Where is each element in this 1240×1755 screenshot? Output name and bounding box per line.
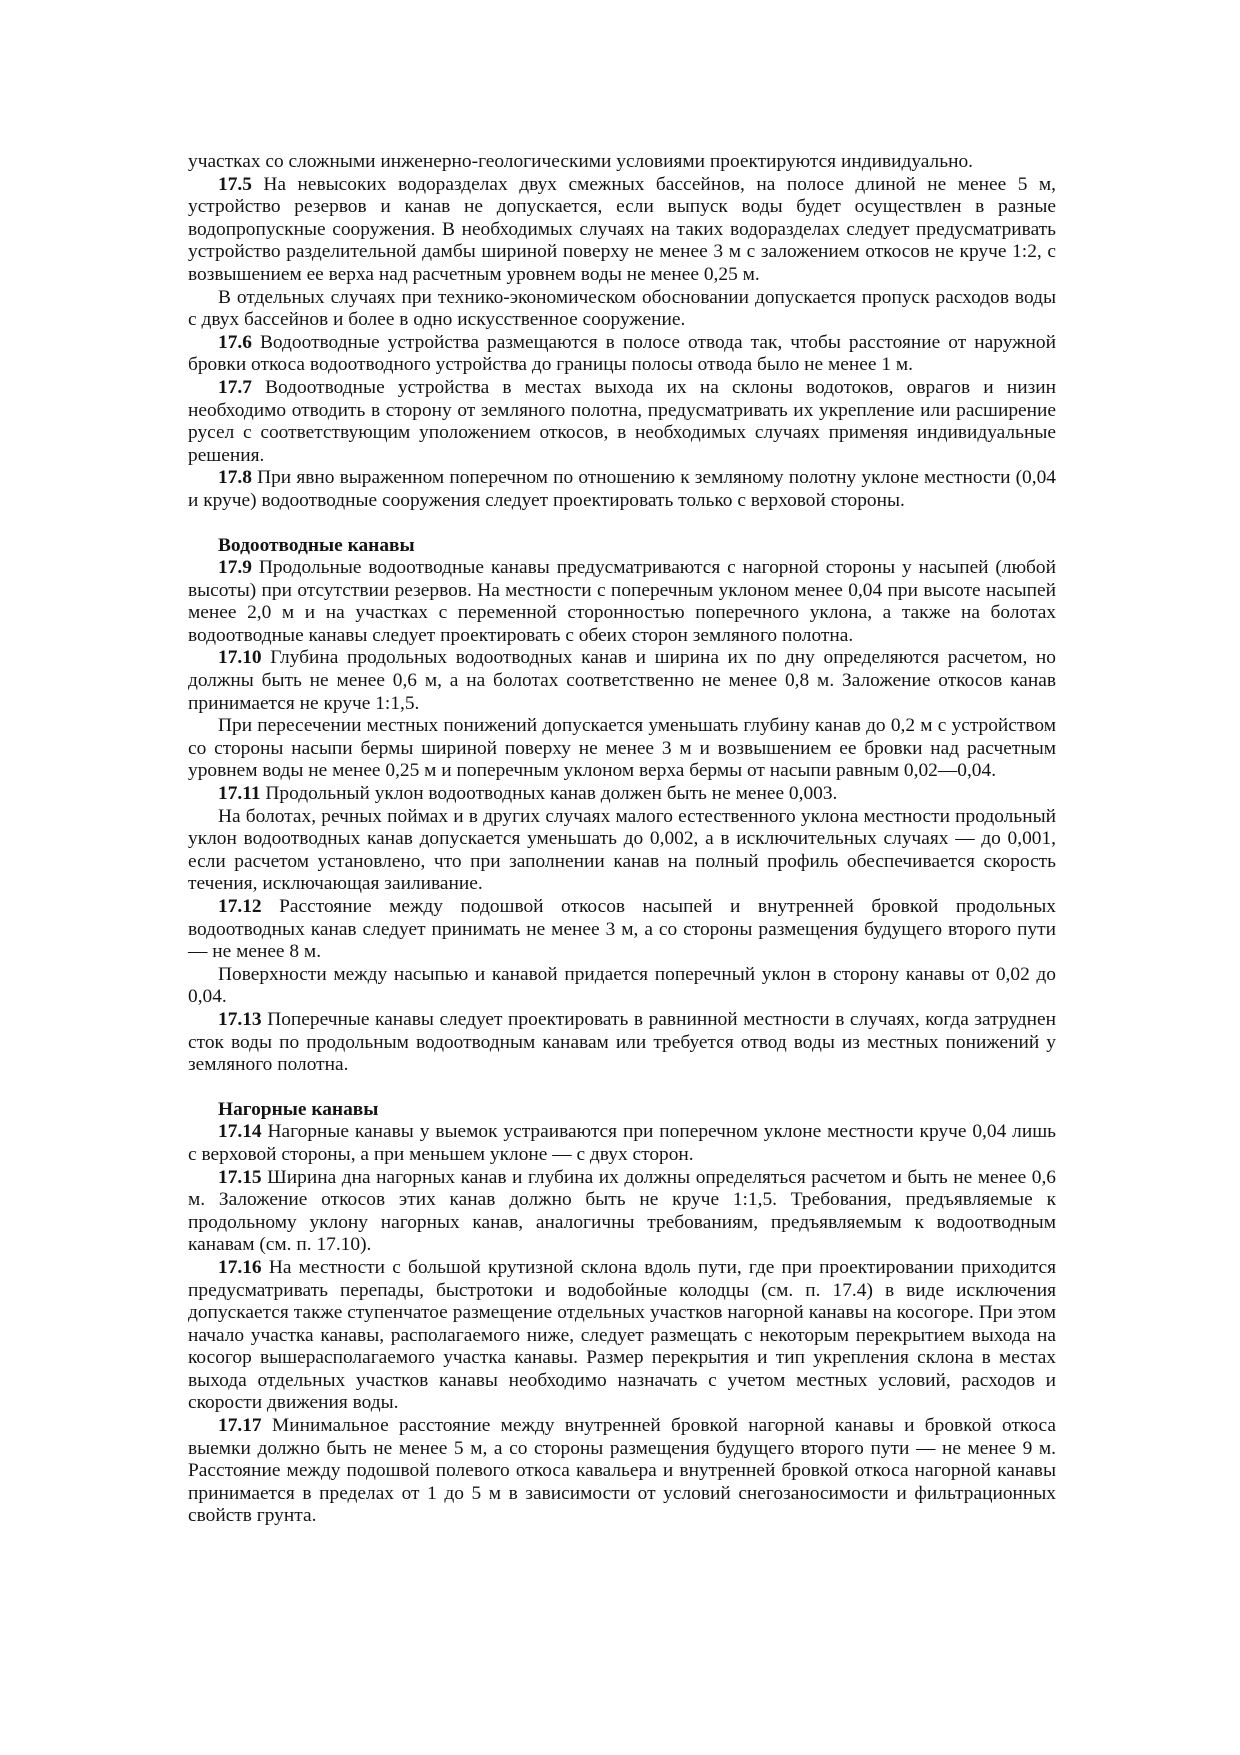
clause-number: 17.12 bbox=[218, 896, 262, 917]
clause-text: Расстояние между подошвой откосов насыпей и внутренней бровкой продольных водоотводных канав следует принимать не менее 3 м, а со стороны размещения будущего второго пути — не менее 8 м. bbox=[188, 896, 1056, 963]
clause-number: 17.9 bbox=[218, 557, 252, 579]
clause-number: 17.11 bbox=[218, 783, 261, 805]
clause-text: Водоотводные устройства размещаются в полосе отвода так, чтобы расстояние от наружной бровки откоса водоотводного устройства до границы полосы отвода было не менее 1 м. bbox=[188, 331, 1056, 376]
section-drainage-ditches bbox=[188, 557, 1056, 1077]
clause-text: Продольный уклон водоотводных канав должен быть не менее 0,003. bbox=[260, 783, 838, 805]
paragraph-17-12-cont bbox=[188, 964, 1056, 1009]
clause-text: Ширина дна нагорных канав и глубина их должны определяться расчетом и быть не менее 0,6 м. Заложение откосов этих канав должно быть не круче 1:1,5. Требования, предъявляемые к продольному уклону нагорных канав, аналогичны требованиям, предъявляемым к водоотводным канавам (см. п. 17.10). bbox=[188, 1166, 1056, 1256]
clause-number: 17.17 bbox=[218, 1415, 262, 1437]
paragraph-17-9 bbox=[188, 557, 1056, 647]
clause-number: 17.16 bbox=[218, 1256, 262, 1278]
paragraph-17-11 bbox=[188, 783, 1056, 806]
clause-text: Поперечные канавы следует проектировать в равнинной местности в случаях, когда затруднен сток воды по продольным водоотводным канавам или требуется отвод воды из местных понижений у земляного полотна. bbox=[188, 1008, 1056, 1076]
paragraph-17-12 bbox=[188, 896, 1056, 964]
document-page bbox=[188, 151, 1056, 1528]
clause-text: Минимальное расстояние между внутренней бровкой нагорной канавы и бровкой откоса выемки должно быть не менее 5 м, а со стороны размещения будущего второго пути — не менее 9 м. Расстояние между подошвой полевого откоса кавальера и внутренней бровкой откоса нагорной канавы принимается в пределах от 1 до 5 м в зависимости от условий снегозаносимости и фильтрационных свойств грунта. bbox=[188, 1415, 1056, 1527]
clause-text: Глубина продольных водоотводных канав и ширина их по дну определяются расчетом, но должны быть не менее 0,6 м, а на болотах соответственно не менее 0,8 м. Заложение откосов канав принимается не круче 1:1,5. bbox=[188, 647, 1056, 714]
clause-text: При явно выраженном поперечном по отношению к земляному полотну уклоне местности (0,04 и круче) водоотводные сооружения следует проектировать только с верховой стороны. bbox=[188, 467, 1056, 511]
paragraph-17-14 bbox=[188, 1121, 1056, 1166]
paragraph-17-8 bbox=[188, 467, 1056, 512]
paragraph-17-5 bbox=[188, 174, 1056, 287]
paragraph-17-11-cont bbox=[188, 806, 1056, 896]
clause-number: 17.7 bbox=[218, 376, 252, 398]
clause-text: На местности с большой крутизной склона вдоль пути, где при проектировании приходится предусматривать перепады, быстротоки и водобойные колодцы (см. п. 17.4) в виде исключения допускается также ступенчатое размещение отдельных участков нагорной канавы на косогоре. При этом начало участка канавы, располагаемого ниже, следует размещать с некоторым перекрытием выхода на косогор вышерасполагаемого участка канавы. Размер перекрытия и тип укрепления склона в местах выхода отдельных участков канавы необходимо назначать с учетом местных условий, расходов и скорости движения воды. bbox=[188, 1256, 1056, 1414]
section-upland-ditches bbox=[188, 1121, 1056, 1528]
clause-number: 17.15 bbox=[218, 1166, 262, 1188]
clause-number: 17.14 bbox=[218, 1121, 262, 1143]
section-heading-drainage-ditches: Водоотводные канавы bbox=[218, 534, 415, 556]
clause-text: При пересечении местных понижений допускается уменьшать глубину канав до 0,2 м с устройством со стороны насыпи бермы шириной поверху не менее 3 м и возвышением ее бровки над расчетным уровнем воды не менее 0,25 м и поперечным уклоном верха бермы от насыпи равным 0,02—0,04. bbox=[188, 715, 1056, 782]
paragraph-17-10-cont bbox=[188, 715, 1056, 783]
section-heading-upland-ditches: Нагорные канавы bbox=[218, 1098, 379, 1120]
clause-text: Нагорные канавы у выемок устраиваются при поперечном уклоне местности круче 0,04 лишь с верховой стороны, а при меньшем уклоне — с двух сторон. bbox=[188, 1121, 1056, 1165]
paragraph-17-6 bbox=[188, 332, 1056, 377]
clause-text: На невысоких водоразделах двух смежных бассейнов, на полосе длиной не менее 5 м, устройство резервов и канав не допускается, если выпуск воды будет осуществлен в разные водопропускные сооружения. В необходимых случаях на таких водоразделах следует предусматривать устройство разделительной дамбы шириной поверху не менее 3 м с заложением откосов не круче 1:2, с возвышением ее верха над расчетным уровнем воды не менее 0,25 м. bbox=[188, 173, 1056, 285]
paragraph-17-7 bbox=[188, 377, 1056, 467]
clause-text: Продольные водоотводные канавы предусматриваются с нагорной стороны у насыпей (любой высоты) при отсутствии резервов. На местности с поперечным уклоном менее 0,04 при высоте насыпей менее 2,0 м и на участках с переменной сторонностью поперечного уклона, а также на болотах водоотводные канавы следует проектировать с обеих сторон земляного полотна. bbox=[188, 557, 1056, 646]
paragraph-17-17 bbox=[188, 1415, 1056, 1528]
clause-number: 17.6 bbox=[218, 331, 252, 353]
intro-paragraph: участках со сложными инженерно-геологическими условиями проектируются индивидуально. bbox=[188, 151, 973, 172]
section-general bbox=[188, 174, 1056, 513]
clause-text: В отдельных случаях при технико-экономическом обосновании допускается пропуск расходов воды с двух бассейнов и более в одно искусственное сооружение. bbox=[188, 286, 1056, 331]
clause-number: 17.5 bbox=[218, 173, 252, 195]
clause-text: Поверхности между насыпью и канавой придается поперечный уклон в сторону канавы от 0,02 до 0,04. bbox=[188, 963, 1056, 1008]
clause-number: 17.8 bbox=[218, 467, 252, 489]
paragraph-17-16 bbox=[188, 1257, 1056, 1415]
paragraph-17-13 bbox=[188, 1009, 1056, 1077]
paragraph-17-5-cont bbox=[188, 287, 1056, 332]
clause-number: 17.13 bbox=[218, 1008, 262, 1030]
paragraph-17-10 bbox=[188, 647, 1056, 715]
clause-number: 17.10 bbox=[218, 647, 262, 669]
clause-text: Водоотводные устройства в местах выхода их на склоны водотоков, оврагов и низин необходимо отводить в сторону от земляного полотна, предусматривать их укрепление или расширение русел с соответствующим уположением откосов, в необходимых случаях применяя индивидуальные решения. bbox=[188, 376, 1056, 466]
paragraph-17-15 bbox=[188, 1167, 1056, 1257]
clause-text: На болотах, речных поймах и в других случаях малого естественного уклона местности продольный уклон водоотводных канав допускается уменьшать до 0,002, а в исключительных случаях — до 0,001, если расчетом установлено, что при заполнении канав на полный профиль обеспечивается скорость течения, исключающая заиливание. bbox=[188, 805, 1056, 895]
